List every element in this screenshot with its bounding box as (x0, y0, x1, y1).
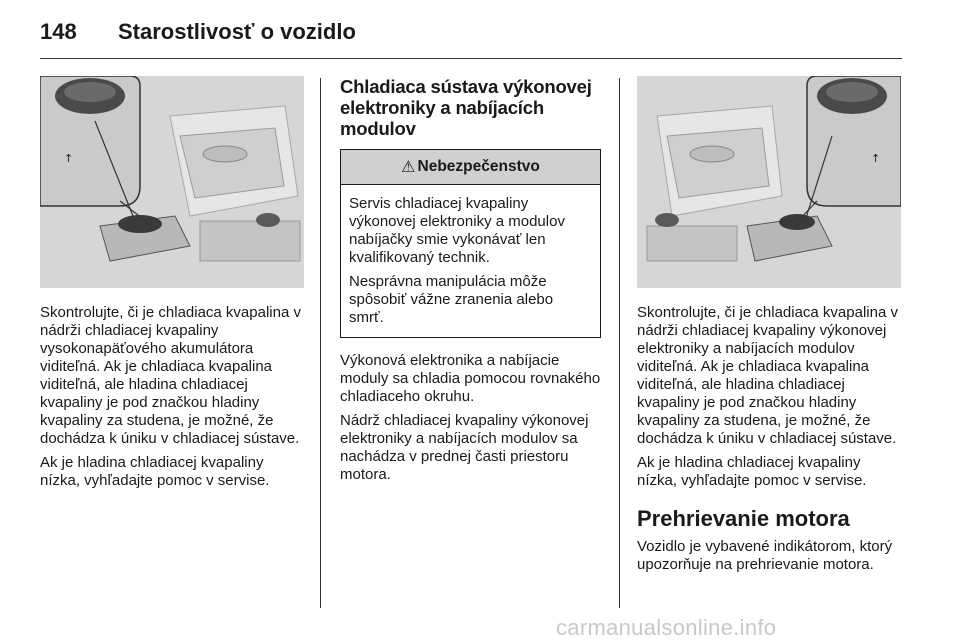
svg-text:↑: ↑ (871, 152, 881, 165)
middle-column (340, 76, 602, 490)
paragraph: Ak je hladina chladiacej kvapaliny nízka, vyhľadajte pomoc v servise. (40, 454, 270, 489)
warning-box (340, 149, 601, 338)
column-divider (320, 78, 321, 608)
warning-paragraph: Servis chladiacej kvapaliny výkonovej elektroniky a modulov nabíjačky smie vykonávať len kvalifikovaný technik. (349, 195, 565, 266)
coolant-reservoir-figure-right (637, 76, 901, 288)
page-header (40, 19, 920, 49)
paragraph: Skontrolujte, či je chladiaca kvapalina v nádrži chladiacej kvapaliny vysokonapäťového akumulátora viditeľná. Ak je chladiaca kvapalina viditeľná, ale hladina chladiacej kvapaliny je pod značkou hladiny kvapaliny za studena, je možné, že dochádza k úniku v chladiacej sústave. (40, 304, 301, 447)
coolant-reservoir-figure-left (40, 76, 304, 288)
right-column (637, 76, 903, 580)
paragraph: Výkonová elektronika a nabíjacie moduly sa chladia pomocou rovnakého chladiaceho okruhu. (340, 352, 601, 405)
column-divider (619, 78, 620, 608)
svg-text:↑: ↑ (64, 152, 74, 165)
page-number: 148 (40, 19, 77, 44)
section-heading: Prehrievanie motora (637, 506, 850, 531)
header-rule (40, 58, 902, 59)
warning-paragraph: Nesprávna manipulácia môže spôsobiť vážne zranenia alebo smrť. (349, 273, 554, 326)
left-column (40, 76, 304, 496)
page-title: Starostlivosť o vozidlo (118, 19, 356, 44)
paragraph: Nádrž chladiacej kvapaliny výkonovej elektroniky a nabíjacích modulov sa nachádza v prednej časti priestoru motora. (340, 412, 589, 483)
warning-triangle-icon: ⚠ (401, 159, 416, 176)
section-heading: Chladiaca sústava výkonovej elektroniky a nabíjacích modulov (340, 76, 592, 139)
warning-title: Nebezpečenstvo (417, 158, 540, 175)
warning-header (341, 150, 600, 185)
paragraph: Skontrolujte, či je chladiaca kvapalina v nádrži chladiacej kvapaliny výkonovej elektroniky a nabíjacích modulov viditeľná. Ak je chladiaca kvapalina viditeľná, ale hladina chladiacej kvapaliny je pod značkou hladiny kvapaliny za studena, je možné, že dochádza k úniku v chladiacej sústave. (637, 304, 898, 447)
paragraph: Ak je hladina chladiacej kvapaliny nízka, vyhľadajte pomoc v servise. (637, 454, 867, 489)
paragraph: Vozidlo je vybavené indikátorom, ktorý upozorňuje na prehrievanie motora. (637, 538, 893, 573)
watermark: carmanualsonline.info (556, 615, 777, 640)
